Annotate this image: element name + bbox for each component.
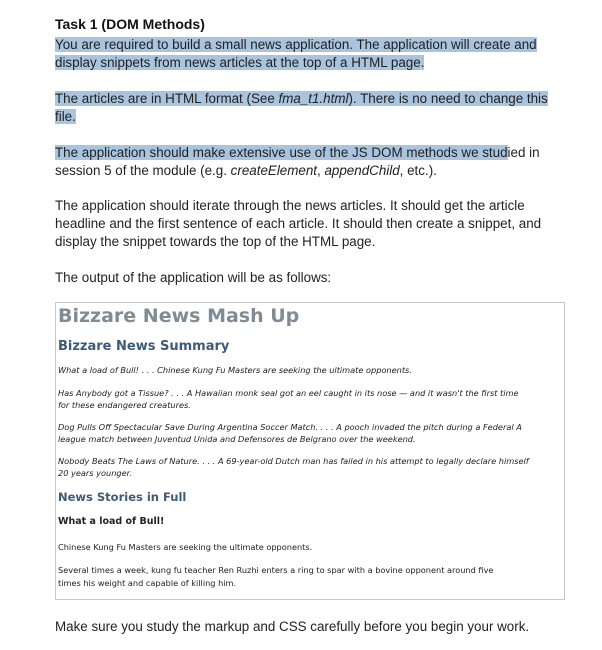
snippet: Dog Pulls Off Spectacular Save During Argentina Soccer Match. . . . A pooch invaded the pitch during a Federal A league match between Juventud Unida and Defensores de Belgrano over the weekend.: [58, 422, 522, 444]
story-body: Several times a week, kung fu teacher Ren Ruzhi enters a ring to spar with a bovine opponent around five times his weight and capable of killing him.: [58, 565, 494, 588]
method-name: appendChild: [324, 163, 400, 178]
highlighted-text: The application should make extensive use of the JS DOM methods we stud: [55, 145, 508, 160]
file-name: fma_t1.html: [278, 91, 349, 106]
full-stories-heading: News Stories in Full: [58, 490, 187, 504]
highlighted-text: file.: [55, 109, 76, 124]
story-title: What a load of Bull!: [58, 516, 165, 527]
footer-note: Make sure you study the markup and CSS carefully before you begin your work.: [55, 619, 530, 634]
paragraph-articles-format: [55, 90, 555, 126]
snippet: Has Anybody got a Tissue? . . . A Hawaiian monk seal got an eel caught in its nose — and it wasn't the first time for these endangered creatures.: [58, 388, 519, 410]
task-title: Task 1 (DOM Methods): [55, 16, 205, 32]
method-name: createElement: [230, 163, 318, 178]
snippet: Nobody Beats The Laws of Nature. . . . A 69-year-old Dutch man has failed in his attempt to legally declare himself 20 years younger.: [58, 456, 529, 478]
preview-heading: Bizzare News Mash Up: [58, 305, 300, 327]
snippet: What a load of Bull! . . . Chinese Kung Fu Masters are seeking the ultimate opponents.: [58, 365, 412, 375]
summary-heading: Bizzare News Summary: [58, 339, 230, 354]
highlighted-text: The articles are in HTML format (See fma_t1.html). There is no need to change this: [55, 91, 548, 106]
paragraph-iteration: The application should iterate through the news articles. It should get the article headline and the first sentence of each article. It should then create a snippet, and display the snippet towards the top of the HTML page.: [55, 198, 542, 249]
paragraph-dom-methods: The application should make extensive use of the JS DOM methods we studied in session 5 of the module (e.g. createElement, appendChild, etc.).: [55, 145, 540, 178]
paragraph-intro: [55, 36, 555, 72]
output-preview: [55, 302, 565, 600]
highlighted-text: display snippets from news articles at the top of a HTML page.: [55, 55, 425, 70]
paragraph-output: The output of the application will be as follows:: [55, 270, 332, 285]
highlighted-text: You are required to build a small news application. The application will create and: [55, 37, 537, 52]
story-lead: Chinese Kung Fu Masters are seeking the ultimate opponents.: [58, 542, 313, 552]
